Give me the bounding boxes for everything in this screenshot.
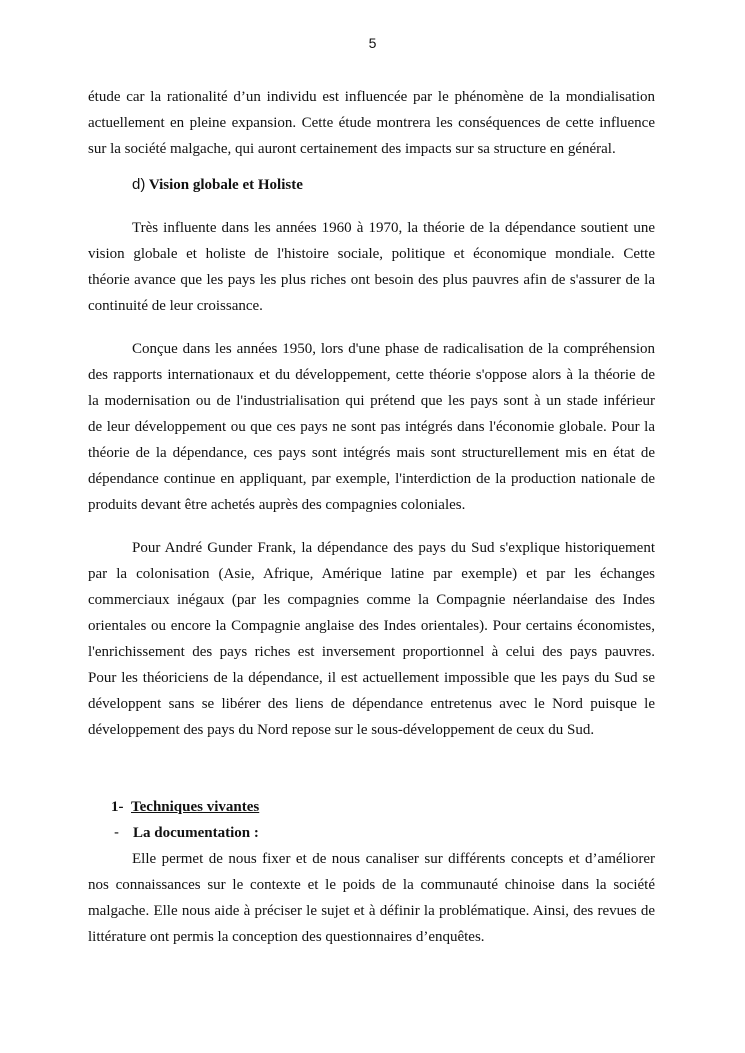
bullet-heading [114,820,259,846]
paragraph-frank [88,535,655,743]
text-line: littérature ont permis la conception des questionnaires d’enquêtes. [88,929,485,945]
text-line: vision globale et holiste de l'histoire sociale, politique et économique mondiale. Cette [88,246,655,262]
paragraph-documentation [88,846,655,950]
text-line: commerciaux inégaux (par les compagnies comme la Compagnie néerlandaise des Indes [88,592,655,608]
text-line: des rapports internationaux et du développement, cette théorie s'oppose alors à la théorie de [88,367,655,383]
text-line: de leur développement ou que ces pays ne sont pas intégrés dans l'économie globale. Pour la [88,419,655,435]
heading-d [132,172,303,198]
text-line: Elle permet de nous fixer et de nous canaliser sur différents concepts et d’améliorer [132,851,655,867]
text-line: Pour les théoriciens de la dépendance, il est actuellement impossible que les pays du Sud se [88,670,655,686]
section-title: Techniques vivantes [131,799,260,815]
text-line: produits devant être achetés auprès des compagnies coloniales. [88,497,466,513]
heading-title: Vision globale et Holiste [148,177,303,193]
paragraph-dependance [88,215,655,319]
text-line: étude car la rationalité d’un individu est influencée par le phénomène de la mondialisation [88,89,655,105]
text-line: Très influente dans les années 1960 à 1970, la théorie de la dépendance soutient une [132,220,655,236]
text-line: nos connaissances sur le contexte et le poids de la communauté chinoise dans la société [88,877,655,893]
paragraph-intro [88,84,655,162]
page-number: 5 [368,35,377,51]
text-line: malgache. Elle nous aide à préciser le sujet et à définir la problématique. Ainsi, des revues de [88,903,655,919]
text-line: théorie avance que les pays les plus riches ont besoin des plus pauvres afin de s'assurer de la [88,272,655,288]
text-line: développent sans se libérer des liens de dépendance entretenus avec le Nord puisque le [88,696,655,712]
bullet-title: La documentation : [133,825,259,841]
text-line: théorie de la dépendance, ces pays sont intégrés mais sont structurellement mis en état de [88,445,655,461]
section-heading [111,794,259,820]
text-line: développement des pays du Nord repose sur le sous-développement de ceux du Sud. [88,722,595,738]
text-line: la modernisation ou de l'industrialisation qui prétend que les pays sont à un stade inférieur [88,393,655,409]
heading-marker: d) [132,176,146,193]
bullet-marker: - [114,824,119,841]
text-line: sur la société malgache, qui auront certainement des impacts sur sa structure en général. [88,141,616,157]
text-line: Pour André Gunder Frank, la dépendance des pays du Sud s'explique historiquement [132,540,655,556]
section-number: 1- [111,799,124,815]
text-line: orientales ou encore la Compagnie anglaise des Indes orientales). Pour certains économistes, [88,618,655,634]
text-line: par la colonisation (Asie, Afrique, Amérique latine par exemple) et par les échanges [88,566,655,582]
text-line: l'enrichissement des pays riches est inversement proportionnel à celui des pays pauvres. [88,644,655,660]
text-line: continuité de leur croissance. [88,298,263,314]
text-line: actuellement en pleine expansion. Cette étude montrera les conséquences de cette influence [88,115,655,131]
text-line: dépendance continue en appliquant, par exemple, l'interdiction de la production nationale de [88,471,655,487]
paragraph-conception [88,336,655,518]
text-line: Conçue dans les années 1950, lors d'une phase de radicalisation de la compréhension [132,341,655,357]
